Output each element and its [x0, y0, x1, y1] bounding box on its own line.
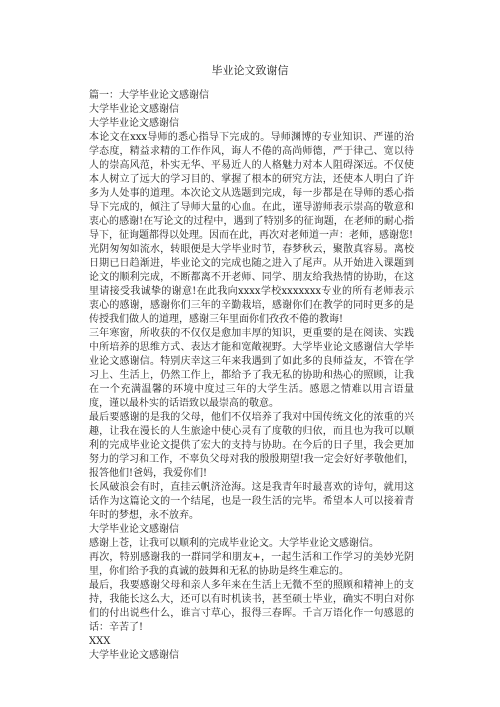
- paragraph-line: 感谢上苍，让我可以顺利的完成毕业论文。大学毕业论文感谢信。: [89, 538, 379, 549]
- paragraph-parents-thanks: 最后要感谢的是我的父母，他们不仅培养了我对中国传统文化的浓重的兴趣，让我在漫长的人生旅途中使心灵有了度敬的归依，而且也为我可以顺利的完成毕业论文提供了宏大的支持与协助。在今后的日子里，我会更加努力的学习和工作，不辜负父母对我的殷殷期望!我一定会好好孝敬他们，报答他们!爸妈，我爱你们!: [89, 412, 414, 479]
- paragraph-closing: 长风破浪会有时，直挂云帆济沧海。这是我青年时最喜欢的诗句，就用这话作为这篇论文的一个结尾，也是一段生活的完毕。希望本人可以接着青年时的梦想，永不放弃。: [89, 482, 414, 521]
- paragraph-advisor-thanks: 本论文在xxx导师的悉心指导下完成的。导师渊博的专业知识、严谨的治学态度，精益求精的工作作风，诲人不倦的高尚师德，严于律己、宽以待人的崇高风范，朴实无华、平易近人的人格魅力对本人阻碍深远。不仅使本人树立了远大的学习目的、掌握了根本的研究方法，还使本人明白了许多为人处事的道理。本次论文从选题到完成，每一步都是在导师的悉心指导下完成的，倾注了导师大量的心血。在此，谨导游师表示崇高的敬意和衷心的感谢!在写论文的过程中，遇到了特别多的征询题，在老师的耐心指导下，征询题都得以处理。因而在此，再次对老师道一声：老师，感谢您!: [89, 132, 414, 241]
- subheading: 大学毕业论文感谢信: [89, 650, 179, 661]
- subheading: 大学毕业论文感谢信: [89, 104, 179, 115]
- signature: XXX: [89, 636, 111, 647]
- paragraph-classmates-thanks: 三年寒窗，所收获的不仅仅是愈加丰厚的知识，更重要的是在阅读、实践中所培养的思维方式、表达才能和宽敞视野。大学毕业论文感谢信大学毕业论文感谢信。特别庆幸这三年来我遇到了如此多的良师益友，不管在学习上、生活上，仍然工作上，都给予了我无私的协助和热心的照顾，让我在一个充满温馨的环境中度过三年的大学生活。感恩之情难以用言语量度，谨以最朴实的话语致以最崇高的敬意。: [89, 328, 414, 409]
- paragraph-friends-thanks: 再次，特别感谢我的一群同学和朋友+，一起生活和工作学习的美妙光阴里，你们给予我的真诚的鼓舞和无私的协助是终生难忘的。: [89, 552, 414, 577]
- section-heading: 篇一：大学毕业论文感谢信: [89, 90, 209, 101]
- paragraph-family-thanks: 最后，我要感谢父母和亲人多年来在生活上无微不至的照顾和精神上的支持，我能长这么大，还可以有时机读书，甚至硕士毕业，确实不明白对你们的付出说些什么，谁言寸草心，报得三春晖。千言万语化作一句感恩的话：辛苦了!: [89, 580, 414, 633]
- subheading: 大学毕业论文感谢信: [89, 524, 179, 535]
- document-body: [89, 89, 414, 663]
- subheading: 大学毕业论文感谢信: [89, 118, 179, 129]
- document-title: 毕业论文致谢信: [211, 64, 289, 77]
- paragraph-teachers-thanks: 光阴匆匆如流水，转眼便是大学毕业时节，春梦秋云，聚散真容易。离校日期已日趋渐进，毕业论文的完成也随之进入了尾声。从开始进入课题到论文的顺利完成，不断都离不开老师、同学、朋友给我热情的协助，在这里请接受我诚挚的谢意!在此我向xxxx学校xxxxxxx专业的所有老师表示衷心的感谢，感谢你们三年的辛勤栽培，感谢你们在教学的同时更多的是传授我们做人的道理，感谢三年里面你们孜孜不倦的教诲!: [89, 244, 414, 325]
